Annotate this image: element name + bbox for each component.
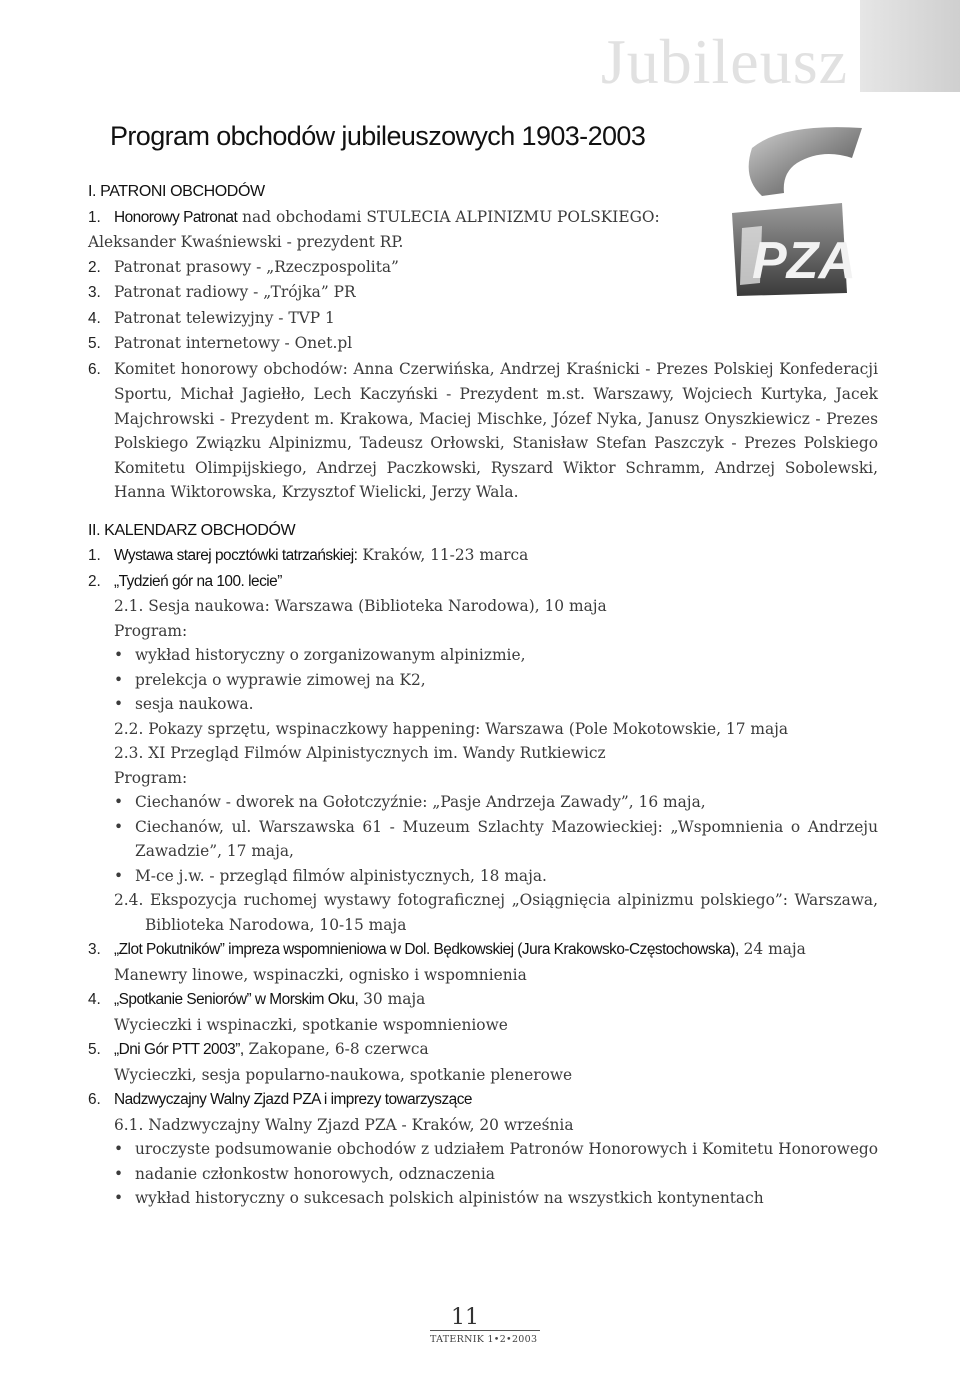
footer-divider: [430, 1330, 540, 1331]
list-item: 6. Komitet honorowy obchodów: Anna Czerwińska, Andrzej Kraśnicki - Prezes Polskiej Konfederacji Sportu, Michał Jagiełło, Lech Kaczyński - Prezydent m.st. Warszawy, Wojciech Kurtyka, Jacek Majchrowski - Prezydent m. Krakowa, Maciej Mischke, Józef Nyka, Janusz Onyszkiewicz - Prezes Polskiego Związku Alpinizmu, Tadeusz Orłowski, Stanisław Stefan Paszczyk - Prezes Polskiego Komitetu Olimpijskiego, Andrzej Paczkowski, Ryszard Wiktor Schramm, Andrzej Sobolewski, Hanna Wiktorowska, Krzysztof Wielicki, Jerzy Wala.: [88, 359, 878, 501]
bullet-item: • wykład historyczny o sukcesach polskich alpinistów na wszystkich kontynentach: [114, 1189, 764, 1207]
section-2-heading: II. KALENDARZ OBCHODÓW: [88, 521, 296, 539]
list-item-cont: Wycieczki, sesja popularno-naukowa, spotkanie plenerowe: [114, 1065, 573, 1084]
bullet-item: • nadanie członkostw honorowych, odznaczenia: [114, 1164, 495, 1183]
pza-logo-text: PZA: [752, 232, 856, 290]
bullet-item: • sesja naukowa.: [114, 695, 254, 713]
sub-item: 2.4. Ekspozycja ruchomej wystawy fotograficznej „Osiągnięcia alpinizmu polskiego”: Warszawa, Biblioteka Narodowa, 10-15 maja: [114, 891, 878, 934]
bold-text: Honorowy Patronat: [114, 208, 238, 226]
list-item: 1. Wystawa starej pocztówki tatrzańskiej: Kraków, 11-23 marca: [88, 546, 529, 564]
sub-item: 2.2. Pokazy sprzętu, wspinaczkowy happening: Warszawa (Pole Mokotowskie, 17 maja: [114, 719, 789, 738]
list-item-cont: Aleksander Kwaśniewski - prezydent RP.: [88, 233, 404, 251]
list-item: 6. Nadzwyczajny Walny Zjazd PZA i imprezy towarzyszące: [88, 1091, 472, 1108]
bullet-item: • uroczyste podsumowanie obchodów z udziałem Patronów Honorowych i Komitetu Honorowego: [114, 1140, 879, 1158]
list-item: 2. „Tydzień gór na 100. lecie”: [88, 572, 282, 590]
content: [88, 180, 878, 1211]
sub-item: 6.1. Nadzwyczajny Walny Zjazd PZA - Kraków, 20 września: [114, 1115, 574, 1134]
page-number: 11: [451, 1305, 479, 1330]
list-item: 2. Patronat prasowy - „Rzeczpospolita”: [88, 257, 399, 276]
sub-item: 2.1. Sesja naukowa: Warszawa (Biblioteka Narodowa), 10 maja: [114, 597, 607, 615]
bullet-item: • wykład historyczny o zorganizowanym alpinizmie,: [114, 646, 526, 664]
bullet-item: • prelekcja o wyprawie zimowej na K2,: [114, 670, 426, 689]
sub-item: 2.3. XI Przegląd Filmów Alpinistycznych im. Wandy Rutkiewicz: [114, 744, 606, 762]
list-item: 4. Patronat telewizyjny - TVP 1: [88, 308, 335, 327]
program-label: Program:: [114, 768, 188, 787]
list-item: 4. „Spotkanie Seniorów” w Morskim Oku, 30 maja: [88, 990, 426, 1008]
bullet-item: • Ciechanów, ul. Warszawska 61 - Muzeum Szlachty Mazowieckiej: „Wspomnienia o Andrzeju Zawadzie”, 17 maja,: [114, 817, 878, 860]
program-label: Program:: [114, 621, 188, 640]
list-item-cont: Wycieczki i wspinaczki, spotkanie wspomnieniowe: [114, 1015, 508, 1034]
list-item: 3. Patronat radiowy - „Trójka” PR: [88, 283, 356, 301]
header-shade: [860, 0, 960, 92]
running-title: Jubileusz: [600, 26, 848, 97]
list-item: 1. Honorowy Patronat nad obchodami STULECIA ALPINIZMU POLSKIEGO:: [88, 207, 660, 226]
section-1-heading: I. PATRONI OBCHODÓW: [88, 183, 265, 200]
list-item-cont: Manewry linowe, wspinaczki, ognisko i wspomnienia: [114, 965, 527, 984]
page-title: Program obchodów jubileuszowych 1903-2003: [110, 121, 646, 151]
journal-issue: TATERNIK 1•2•2003: [430, 1334, 538, 1345]
list-item: 3. „Zlot Pokutników” impreza wspomnieniowa w Dol. Będkowskiej (Jura Krakowsko-Częstochowska), 24 maja: [88, 940, 806, 958]
bullet-item: • Ciechanów - dworek na Gołotczyźnie: „Pasje Andrzeja Zawady”, 16 maja,: [114, 793, 706, 811]
bullet-item: • M-ce j.w. - przegląd filmów alpinistycznych, 18 maja.: [114, 866, 547, 885]
list-item: 5. „Dni Gór PTT 2003”, Zakopane, 6-8 czerwca: [88, 1040, 429, 1058]
list-item: 5. Patronat internetowy - Onet.pl: [88, 334, 353, 352]
